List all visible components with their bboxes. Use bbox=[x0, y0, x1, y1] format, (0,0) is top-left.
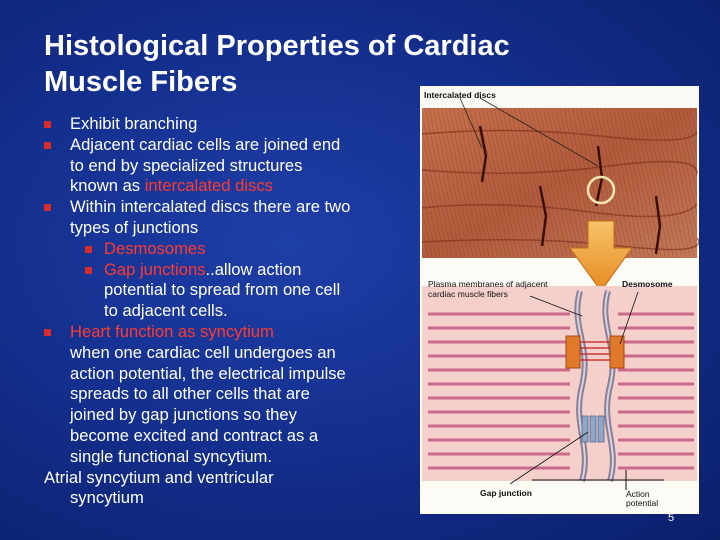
bullet-junction-types bbox=[44, 197, 424, 239]
label-action-potential bbox=[626, 490, 658, 508]
label-action-potential-line-2: potential bbox=[626, 498, 659, 508]
bullet-text: Within intercalated discs there are two bbox=[70, 197, 351, 217]
bullet-branching bbox=[44, 114, 424, 135]
paragraph-line: syncytium bbox=[70, 488, 144, 508]
bullet-square-icon bbox=[44, 204, 51, 211]
bullet-text: to adjacent cells. bbox=[104, 301, 228, 321]
page-number: 5 bbox=[668, 512, 675, 524]
label-plasma-membranes-line-1: Plasma membranes of adjacent bbox=[428, 279, 548, 289]
bullet-square-icon bbox=[44, 142, 51, 149]
highlight-desmosomes: Desmosomes bbox=[104, 238, 206, 258]
bullet-text bbox=[70, 176, 424, 197]
bullet-text: Adjacent cardiac cells are joined end bbox=[70, 134, 341, 154]
bullet-adjacent-cells bbox=[44, 135, 424, 197]
bullet-text: Exhibit branching bbox=[70, 114, 198, 133]
bullet-square-icon bbox=[85, 267, 92, 274]
bullet-text: potential to spread from one cell bbox=[104, 280, 341, 300]
sub-bullet-gap-junctions bbox=[44, 260, 424, 322]
bullet-square-icon bbox=[44, 329, 51, 336]
label-action-potential-line-1: Action bbox=[626, 489, 650, 499]
paragraph-line: become excited and contract as a bbox=[70, 425, 319, 445]
sub-bullet-desmosomes bbox=[44, 239, 424, 260]
slide-title-line-1: Histological Properties of Cardiac bbox=[44, 30, 510, 62]
highlight-intercalated-discs: intercalated discs bbox=[144, 176, 273, 196]
label-plasma-membranes-line-2: cardiac muscle fibers bbox=[428, 289, 508, 299]
label-intercalated-discs: Intercalated discs bbox=[424, 90, 496, 100]
highlight-gap-junctions: Gap junctions bbox=[104, 259, 206, 279]
bullet-text: to end by specialized structures bbox=[70, 155, 303, 175]
bullet-text: types of junctions bbox=[70, 217, 199, 237]
paragraph-line: spreads to all other cells that are bbox=[70, 384, 310, 404]
bullet-text bbox=[104, 260, 424, 281]
paragraph-line: joined by gap junctions so they bbox=[70, 405, 297, 425]
paragraph-line: single functional syncytium. bbox=[70, 446, 272, 466]
cardiac-muscle-figure bbox=[420, 86, 699, 514]
cardiac-muscle-illustration bbox=[420, 86, 699, 514]
bullet-square-icon bbox=[44, 121, 51, 128]
slide-title-line-2: Muscle Fibers bbox=[44, 66, 238, 98]
paragraph-line: Atrial syncytium and ventricular bbox=[44, 467, 274, 487]
bullet-text: known as bbox=[70, 176, 145, 196]
bullet-square-icon bbox=[85, 246, 92, 253]
label-desmosome: Desmosome bbox=[622, 279, 673, 289]
paragraph-line: when one cardiac cell undergoes an bbox=[70, 342, 336, 362]
bullet-list bbox=[44, 114, 424, 509]
bullet-syncytium bbox=[44, 322, 424, 343]
label-plasma-membranes bbox=[428, 279, 548, 299]
highlight-syncytium: Heart function as syncytium bbox=[70, 321, 274, 341]
bullet-text: ..allow action bbox=[205, 259, 302, 279]
paragraph-line: action potential, the electrical impulse bbox=[70, 363, 346, 383]
label-gap-junction: Gap junction bbox=[480, 488, 532, 498]
